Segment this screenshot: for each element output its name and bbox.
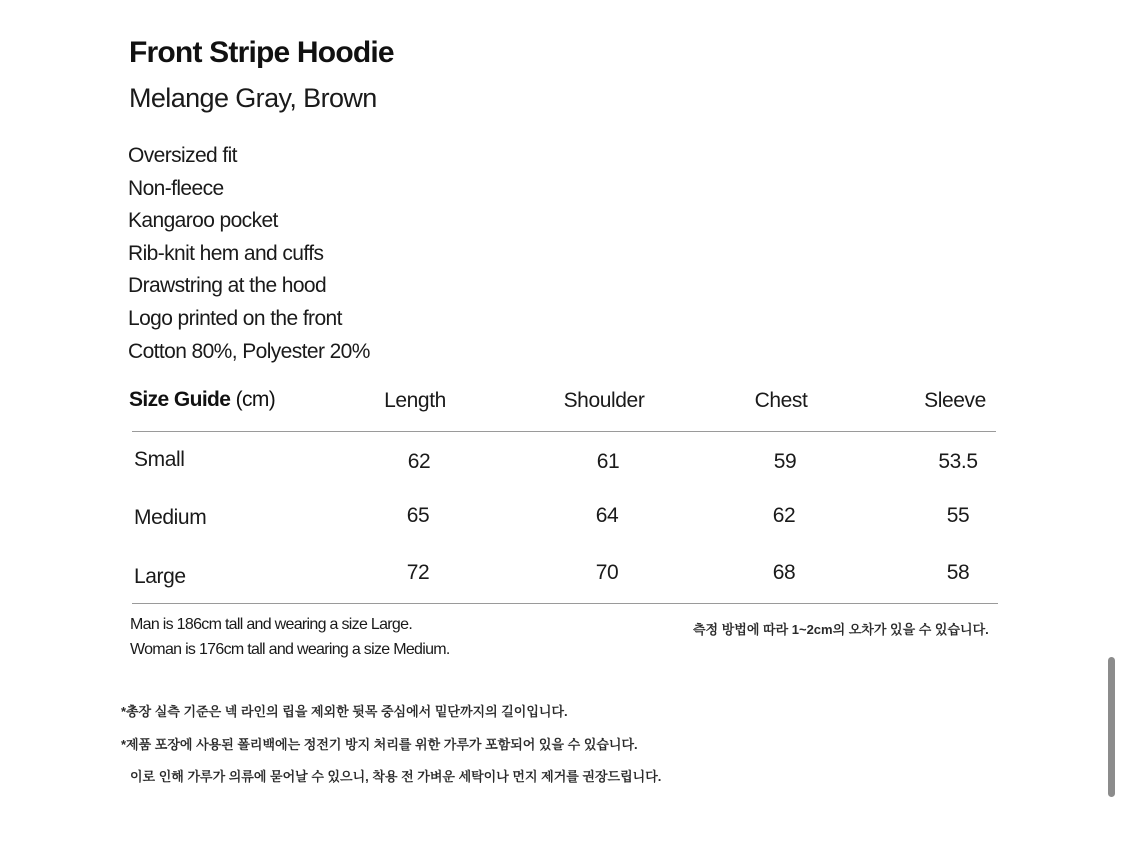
size-guide-header <box>129 388 275 412</box>
model-note-man: Man is 186cm tall and wearing a size Large. <box>130 616 413 633</box>
size-guide-label: Size Guide <box>129 388 231 411</box>
feature-item: Logo printed on the front <box>128 306 342 330</box>
table-top-rule <box>132 431 996 432</box>
feature-item: Kangaroo pocket <box>128 209 278 233</box>
footnote-polybag: *제품 포장에 사용된 폴리백에는 정전기 방지 처리를 위한 가루가 포함되어 있을 수 있습니다. <box>121 737 638 752</box>
footnote-polybag-advice: 이로 인해 가루가 의류에 묻어날 수 있으니, 착용 전 가벼운 세탁이나 먼지 제거를 권장드립니다. <box>130 769 662 784</box>
column-header-chest: Chest <box>754 389 808 412</box>
table-bottom-rule <box>132 603 998 604</box>
measurement-note: 측정 방법에 따라 1~2cm의 오차가 있을 수 있습니다. <box>693 622 989 637</box>
footnote-length: *총장 실측 기준은 넥 라인의 립을 제외한 뒷목 중심에서 밑단까지의 길이입니다. <box>121 704 568 719</box>
cell-large-shoulder: 70 <box>595 561 619 584</box>
cell-small-length: 62 <box>407 450 431 473</box>
cell-small-sleeve: 53.5 <box>938 450 978 473</box>
feature-list <box>128 140 370 368</box>
feature-item: Drawstring at the hood <box>128 274 327 298</box>
product-title: Front Stripe Hoodie <box>129 36 394 69</box>
column-header-sleeve: Sleeve <box>924 389 986 412</box>
cell-medium-shoulder: 64 <box>595 504 619 527</box>
column-header-length: Length <box>384 389 446 412</box>
column-header-shoulder: Shoulder <box>563 389 645 412</box>
cell-large-sleeve: 58 <box>946 561 970 584</box>
cell-small-chest: 59 <box>773 450 797 473</box>
feature-item: Non-fleece <box>128 176 224 200</box>
cell-large-length: 72 <box>406 561 430 584</box>
cell-medium-length: 65 <box>406 504 430 527</box>
product-colors: Melange Gray, Brown <box>129 83 377 113</box>
feature-item: Oversized fit <box>128 144 237 167</box>
cell-medium-chest: 62 <box>772 504 796 527</box>
row-label-small: Small <box>134 448 185 471</box>
row-label-medium: Medium <box>134 506 207 529</box>
size-guide-unit: (cm) <box>235 388 276 411</box>
cell-large-chest: 68 <box>772 561 796 584</box>
feature-item: Cotton 80%, Polyester 20% <box>128 339 370 363</box>
row-label-large: Large <box>134 565 186 588</box>
feature-item: Rib-knit hem and cuffs <box>128 241 324 265</box>
cell-medium-sleeve: 55 <box>946 504 970 527</box>
cell-small-shoulder: 61 <box>596 450 620 473</box>
vertical-scrollbar[interactable] <box>1108 657 1115 797</box>
model-note-woman: Woman is 176cm tall and wearing a size Medium. <box>130 641 450 658</box>
